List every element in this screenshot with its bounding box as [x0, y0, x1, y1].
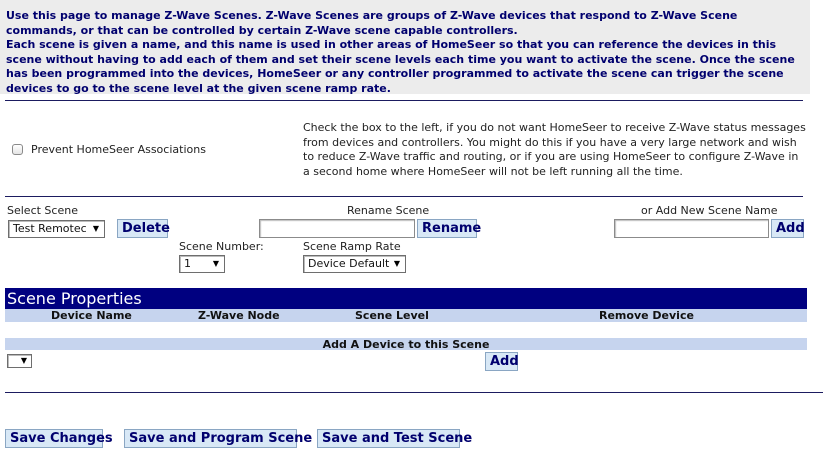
save-changes-button[interactable]: Save Changes	[5, 429, 103, 448]
ramp-rate-dropdown[interactable]	[303, 255, 406, 273]
prevent-associations-label: Prevent HomeSeer Associations	[31, 143, 206, 156]
dropdown-arrow-icon: ▼	[20, 356, 28, 365]
intro-description: Use this page to manage Z-Wave Scenes. Z-Wave Scenes are groups of Z-Wave devices that respond to Z-Wave Scene commands, or that can be controlled by certain Z-Wave scene capable controllers. Each scene is given a name, and this name is used in other areas of HomeSeer so that you can reference the devices in this scene without having to add each of them and set their scene levels each time you want to activate the scene. Once the scene has been programmed into the devices, HomeSeer or any controller programmed to activate the scene can trigger the scene devices to go to the scene level at the given scene ramp rate.	[0, 0, 810, 94]
divider	[5, 100, 803, 101]
save-program-scene-button[interactable]: Save and Program Scene	[124, 429, 297, 448]
ramp-rate-value: Device Default	[308, 257, 390, 270]
rename-scene-input[interactable]	[259, 219, 415, 238]
add-new-scene-label: or Add New Scene Name	[641, 204, 778, 217]
prevent-associations-checkbox[interactable]	[12, 144, 23, 155]
divider	[5, 196, 803, 197]
scene-properties-columns	[5, 309, 807, 322]
column-device-name: Device Name	[51, 309, 132, 322]
dropdown-arrow-icon: ▼	[393, 259, 401, 268]
selected-scene-value: Test Remotec	[13, 222, 87, 235]
rename-scene-label: Rename Scene	[347, 204, 430, 217]
column-remove-device: Remove Device	[599, 309, 694, 322]
divider	[5, 392, 823, 393]
dropdown-arrow-icon: ▼	[212, 259, 220, 268]
select-scene-dropdown[interactable]	[8, 220, 105, 238]
save-test-scene-button[interactable]: Save and Test Scene	[317, 429, 460, 448]
dropdown-arrow-icon: ▼	[92, 224, 100, 233]
select-scene-label: Select Scene	[7, 204, 78, 217]
associations-note: Check the box to the left, if you do not want HomeSeer to receive Z-Wave status messages from devices and controllers. You might do this if you have a very large network and wish to reduce Z-Wave traffic and routing, or if you are using HomeSeer to configure Z-Wave in a second home where HomeSeer will not be left running all the time.	[303, 121, 806, 178]
new-scene-name-input[interactable]	[614, 219, 769, 238]
device-select-dropdown[interactable]	[7, 354, 32, 368]
scene-number-value: 1	[184, 257, 191, 270]
scene-number-label: Scene Number:	[179, 240, 264, 253]
rename-scene-button[interactable]: Rename	[417, 219, 477, 238]
delete-scene-button[interactable]: Delete	[117, 219, 168, 238]
scene-properties-title: Scene Properties	[5, 288, 807, 309]
add-scene-button[interactable]: Add	[771, 219, 804, 238]
column-scene-level: Scene Level	[355, 309, 429, 322]
scene-number-dropdown[interactable]	[179, 255, 225, 273]
add-device-title: Add A Device to this Scene	[5, 338, 807, 350]
add-device-button[interactable]: Add	[485, 352, 518, 371]
column-zwave-node: Z-Wave Node	[198, 309, 280, 322]
ramp-rate-label: Scene Ramp Rate	[303, 240, 401, 253]
